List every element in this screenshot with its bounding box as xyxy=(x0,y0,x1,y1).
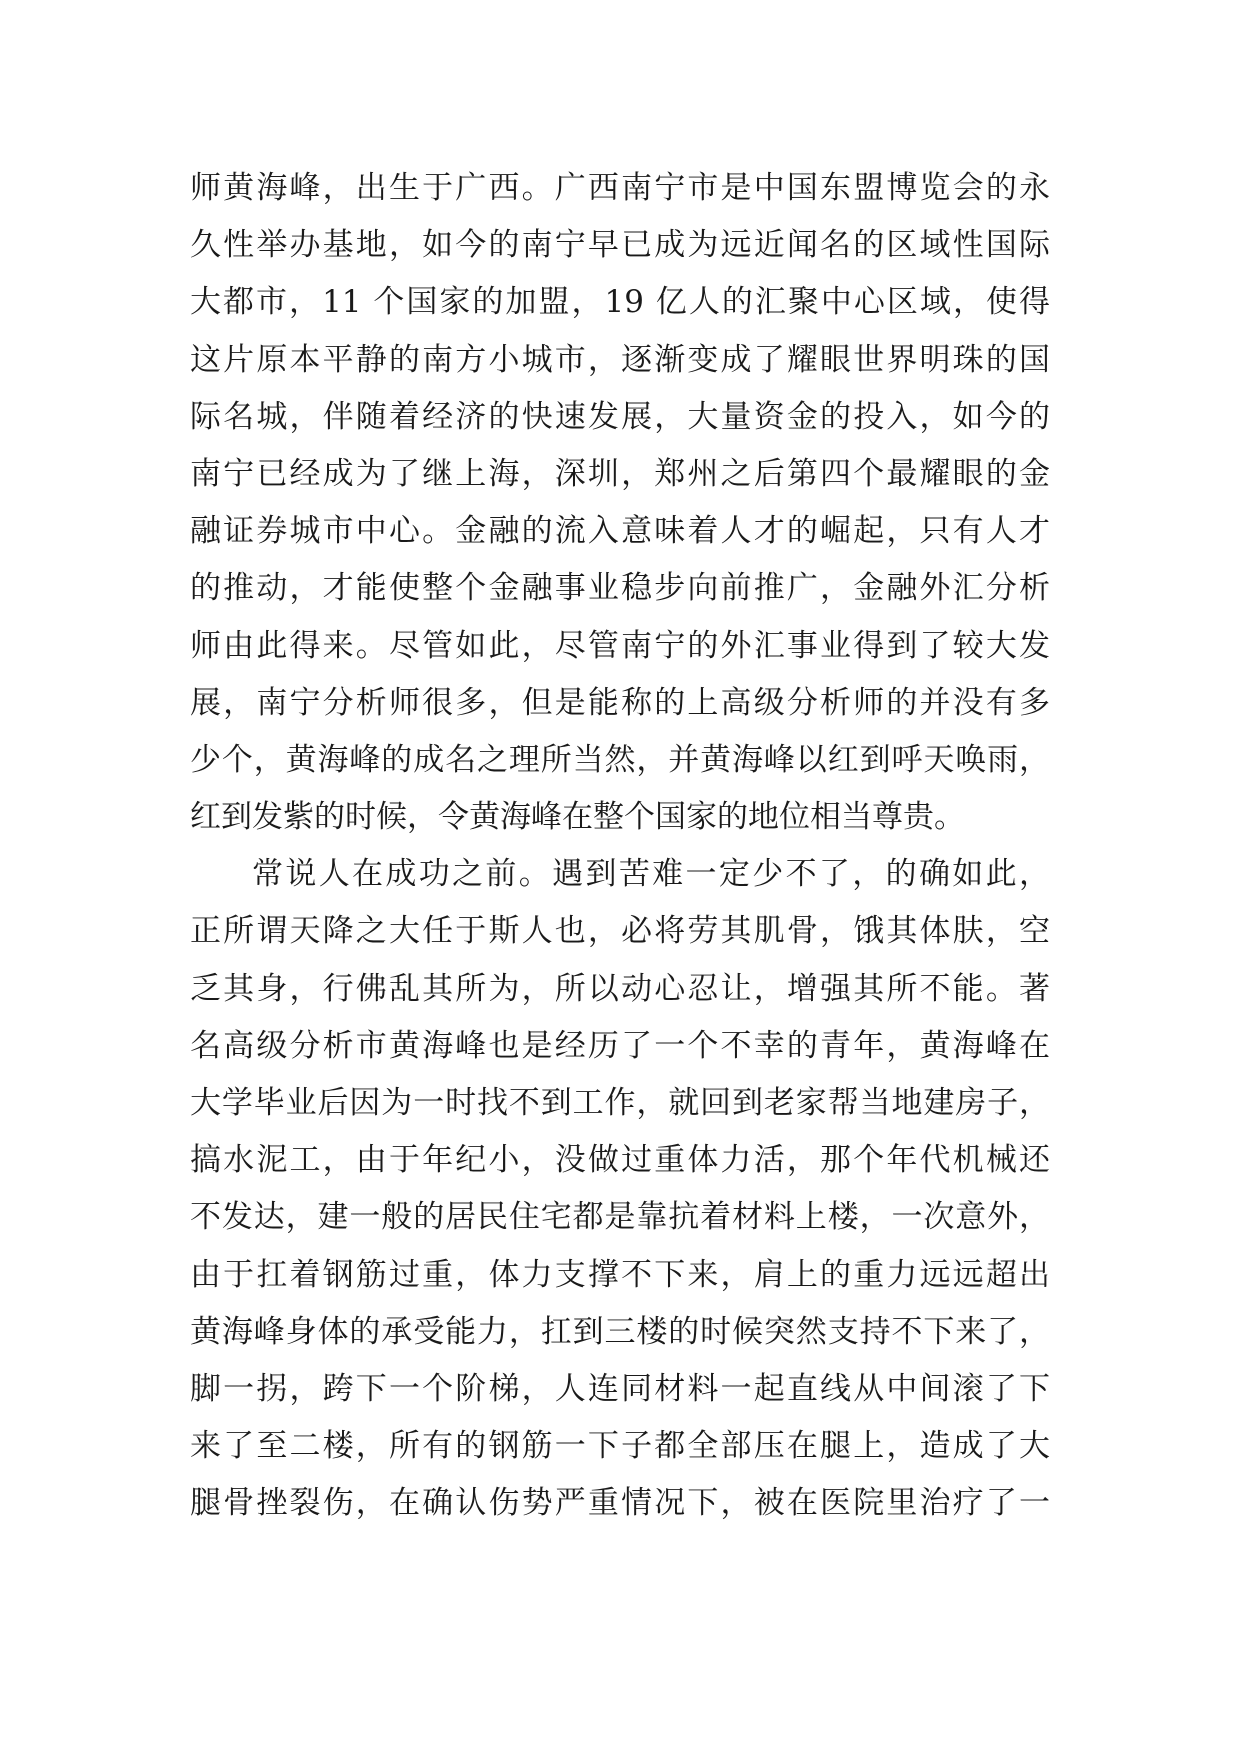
text-line: 黄海峰身体的承受能力，扛到三楼的时候突然支持不下来了， xyxy=(190,1313,1050,1350)
text-line: 大都市，11 个国家的加盟，19 亿人的汇聚中心区域，使得 xyxy=(190,284,1050,321)
text-line: 乏其身，行佛乱其所为，所以动心忍让，增强其所不能。著 xyxy=(190,970,1050,1007)
text-line: 久性举办基地，如今的南宁早已成为远近闻名的区域性国际 xyxy=(190,227,1050,264)
paragraph-start-line: 常说人在成功之前。遇到苦难一定少不了，的确如此， xyxy=(252,856,1050,893)
text-line: 少个，黄海峰的成名之理所当然，并黄海峰以红到呼天唤雨， xyxy=(190,741,1050,778)
text-line: 脚一拐，跨下一个阶梯，人连同材料一起直线从中间滚了下 xyxy=(190,1370,1050,1407)
text-line: 不发达，建一般的居民住宅都是靠抗着材料上楼，一次意外， xyxy=(190,1199,1050,1236)
text-line: 搞水泥工，由于年纪小，没做过重体力活，那个年代机械还 xyxy=(190,1142,1050,1179)
text-line: 际名城，伴随着经济的快速发展，大量资金的投入，如今的 xyxy=(190,398,1050,435)
text-line: 大学毕业后因为一时找不到工作，就回到老家帮当地建房子， xyxy=(190,1085,1050,1121)
paragraph-end-line: 红到发紫的时候，令黄海峰在整个国家的地位相当尊贵。 xyxy=(190,799,965,836)
body-text xyxy=(190,160,1050,1533)
text-line: 南宁已经成为了继上海，深圳，郑州之后第四个最耀眼的金 xyxy=(190,455,1050,492)
text-line: 师由此得来。尽管如此，尽管南宁的外汇事业得到了较大发 xyxy=(190,627,1050,664)
text-line: 正所谓天降之大任于斯人也，必将劳其肌骨，饿其体肤，空 xyxy=(190,913,1050,950)
text-line: 展，南宁分析师很多，但是能称的上高级分析师的并没有多 xyxy=(190,684,1050,721)
text-line: 师黄海峰，出生于广西。广西南宁市是中国东盟博览会的永 xyxy=(190,170,1050,206)
text-line: 融证券城市中心。金融的流入意味着人才的崛起，只有人才 xyxy=(190,513,1050,550)
text-line: 名高级分析市黄海峰也是经历了一个不幸的青年，黄海峰在 xyxy=(190,1027,1050,1064)
text-line: 这片原本平静的南方小城市，逐渐变成了耀眼世界明珠的国 xyxy=(190,341,1050,378)
text-line: 腿骨挫裂伤，在确认伤势严重情况下，被在医院里治疗了一 xyxy=(190,1485,1050,1522)
text-line: 来了至二楼，所有的钢筋一下子都全部压在腿上，造成了大 xyxy=(190,1428,1050,1465)
text-line: 的推动，才能使整个金融事业稳步向前推广，金融外汇分析 xyxy=(190,570,1050,607)
text-line: 由于扛着钢筋过重，体力支撑不下来，肩上的重力远远超出 xyxy=(190,1256,1050,1293)
